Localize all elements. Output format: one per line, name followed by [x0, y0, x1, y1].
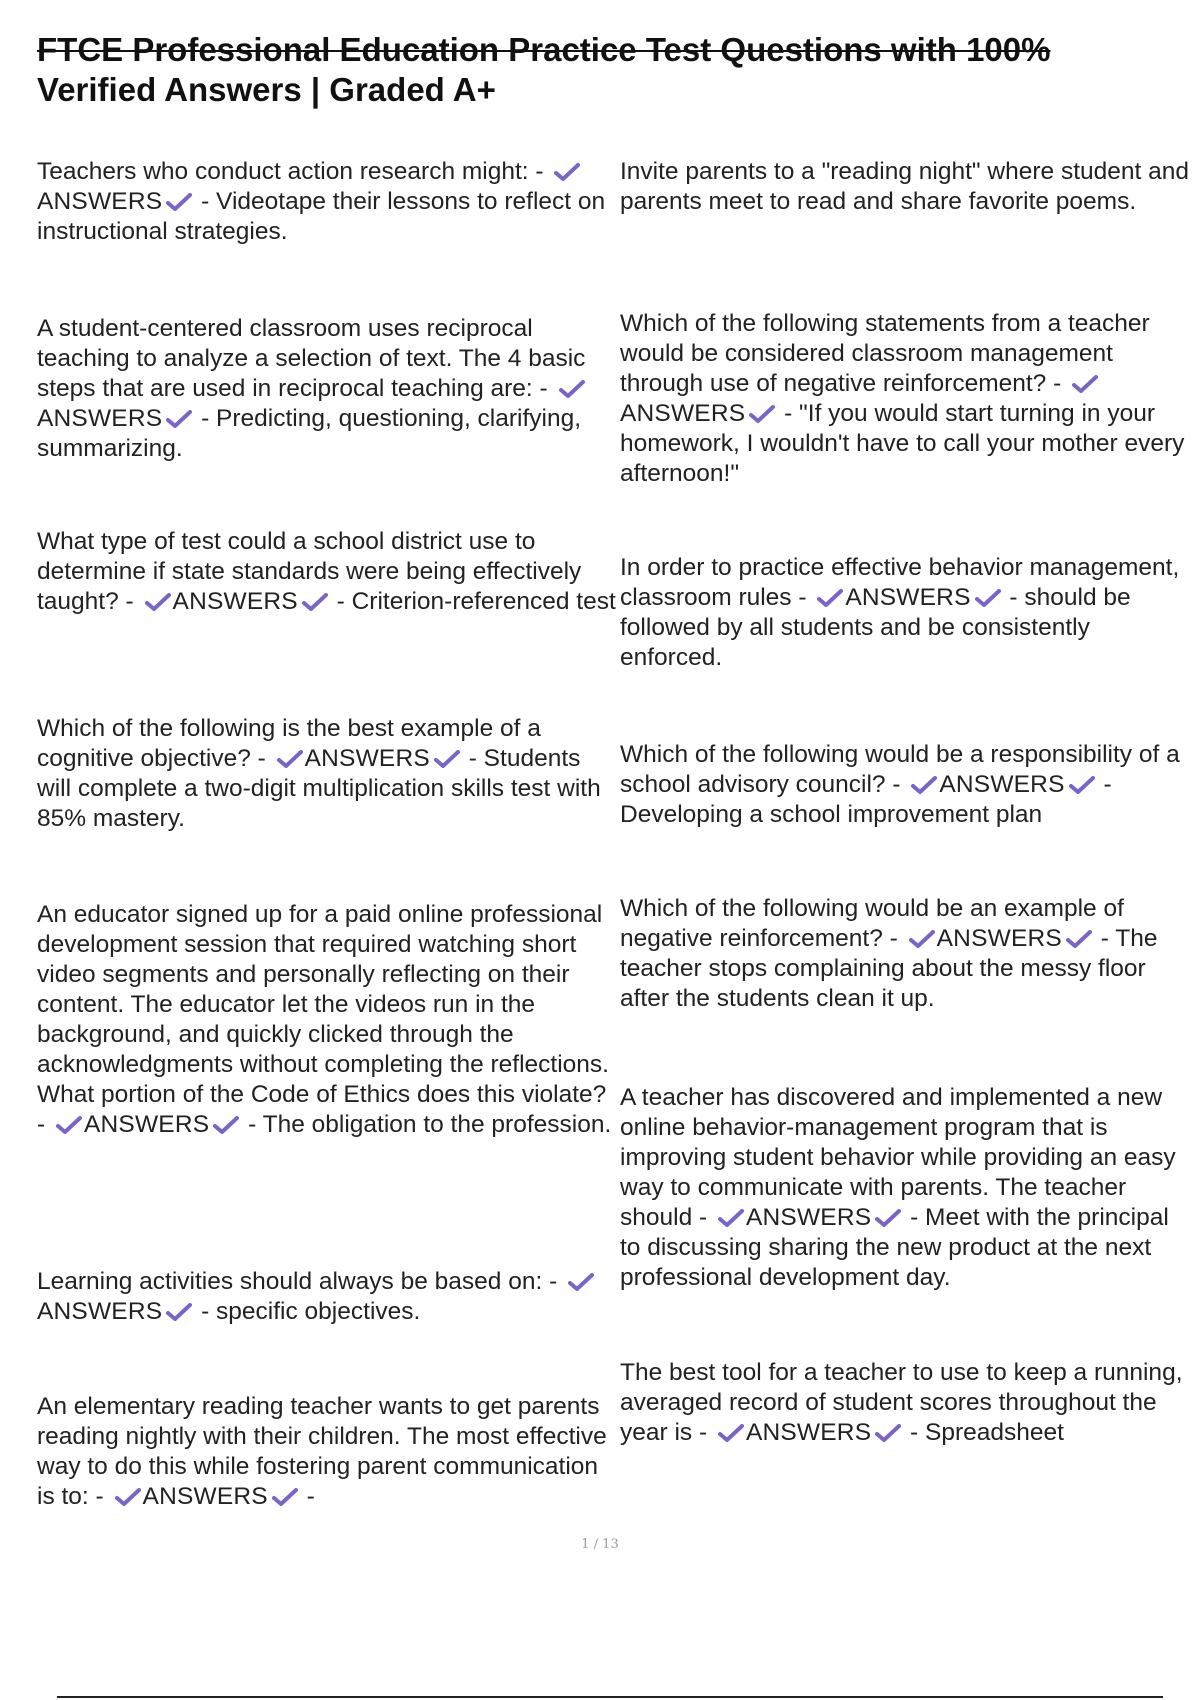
check-mark-icon	[302, 592, 328, 612]
check-mark-icon	[166, 192, 192, 212]
qa-item-11	[620, 894, 1195, 1014]
check-mark-icon	[875, 1423, 901, 1443]
check-mark-icon	[213, 1115, 239, 1135]
answer-marker: ANSWERS	[37, 1298, 163, 1325]
qa-item-6	[37, 1267, 619, 1327]
check-mark-icon	[166, 1302, 192, 1322]
qa-item-5	[37, 900, 619, 1140]
question-text: A teacher has discovered and implemented a new online behavior-management program that is improving student behavior while providing an easy way to communicate with parents. The teacher should -	[620, 1084, 1176, 1231]
answer-marker: ANSWERS	[83, 1111, 210, 1138]
qa-item-3	[37, 527, 619, 617]
answer-text: - The teacher stops complaining about the messy floor after the students clean it up.	[620, 925, 1158, 1012]
qa-item-12	[620, 1083, 1195, 1293]
document-title	[37, 30, 1177, 110]
check-mark-icon	[909, 929, 935, 949]
question-text: Which of the following is the best example of a cognitive objective? -	[37, 715, 541, 772]
document-title-line-1: FTCE Professional Education Practice Test Questions with 100%	[37, 31, 1051, 68]
check-mark-icon	[975, 588, 1001, 608]
check-mark-icon	[817, 588, 843, 608]
question-text: The best tool for a teacher to use to keep a running, averaged record of student scores throughout the year is -	[620, 1359, 1183, 1446]
answer-text: - Meet with the principal to discussing sharing the new product at the next professional development day.	[620, 1204, 1169, 1291]
check-mark-icon	[718, 1208, 744, 1228]
answer-marker: ANSWERS	[936, 925, 1062, 952]
question-text: Teachers who conduct action research might: -	[37, 158, 544, 185]
question-text: An educator signed up for a paid online professional development session that required watching short video segments and personally reflecting on their content. The educator let the videos run in the background, and quickly clicked through the acknowledgments without completing the reflections. What portion of the Code of Ethics does this violate? -	[37, 901, 609, 1138]
check-mark-icon	[166, 409, 192, 429]
answer-text: - should be followed by all students and be consistently enforced.	[620, 584, 1131, 671]
check-mark-icon	[911, 775, 937, 795]
check-mark-icon	[434, 749, 460, 769]
qa-continuation	[620, 157, 1195, 217]
check-mark-icon	[272, 1487, 298, 1507]
answer-marker: ANSWERS	[939, 771, 1065, 798]
check-mark-icon	[1072, 374, 1098, 394]
check-mark-icon	[568, 1272, 594, 1292]
answer-marker: ANSWERS	[745, 1204, 872, 1231]
qa-item-8	[620, 309, 1195, 489]
document-title-line-2: Verified Answers | Graded A+	[37, 71, 496, 108]
answer-text: - specific objectives.	[201, 1298, 421, 1325]
question-text: Which of the following would be an example of negative reinforcement? -	[620, 895, 1124, 952]
answer-marker: ANSWERS	[37, 405, 163, 432]
answer-text: - Developing a school improvement plan	[620, 771, 1112, 828]
question-text: An elementary reading teacher wants to get parents reading nightly with their children. The most effective way to do this while fostering parent communication is to: -	[37, 1393, 607, 1510]
question-text: Learning activities should always be based on: -	[37, 1268, 558, 1295]
answer-text: - "If you would start turning in your homework, I wouldn't have to call your mother every afternoon!"	[620, 400, 1185, 487]
answer-marker: ANSWERS	[845, 584, 971, 611]
answer-text: - Videotape their lessons to reflect on instructional strategies.	[37, 188, 606, 245]
check-mark-icon	[277, 749, 303, 769]
answer-marker: ANSWERS	[304, 745, 430, 772]
answer-text: - Criterion-referenced test	[336, 588, 616, 615]
qa-item-2	[37, 314, 619, 464]
answer-marker: ANSWERS	[172, 588, 298, 615]
answer-marker: ANSWERS	[745, 1419, 872, 1446]
page-number: 1 / 13	[581, 1537, 619, 1552]
qa-item-7	[37, 1392, 619, 1512]
answer-text: - The obligation to the profession.	[248, 1111, 612, 1138]
answer-text: Invite parents to a "reading night" where student and parents meet to read and share favorite poems.	[620, 158, 1190, 215]
answer-marker: ANSWERS	[142, 1483, 268, 1510]
check-mark-icon	[559, 379, 585, 399]
check-mark-icon	[56, 1115, 82, 1135]
qa-item-4	[37, 714, 619, 834]
question-text: In order to practice effective behavior management, classroom rules -	[620, 554, 1180, 611]
question-text: What type of test could a school district use to determine if state standards were being effectively taught? -	[37, 528, 582, 615]
answer-text: - Predicting, questioning, clarifying, summarizing.	[37, 405, 582, 462]
answer-text: -	[306, 1483, 315, 1510]
qa-item-13	[620, 1358, 1195, 1448]
answer-text: - Students will complete a two-digit multiplication skills test with 85% mastery.	[37, 745, 601, 832]
question-text: Which of the following would be a responsibility of a school advisory council? -	[620, 741, 1180, 798]
check-mark-icon	[875, 1208, 901, 1228]
question-text: A student-centered classroom uses reciprocal teaching to analyze a selection of text. The 4 basic steps that are used in reciprocal teaching are: -	[37, 315, 586, 402]
check-mark-icon	[554, 162, 580, 182]
answer-marker: ANSWERS	[620, 400, 746, 427]
check-mark-icon	[1066, 929, 1092, 949]
qa-item-1	[37, 157, 619, 247]
check-mark-icon	[1069, 775, 1095, 795]
qa-item-10	[620, 740, 1195, 830]
answer-text: - Spreadsheet	[910, 1419, 1064, 1446]
question-text: Which of the following statements from a teacher would be considered classroom management through use of negative reinforcement? -	[620, 310, 1150, 397]
check-mark-icon	[749, 404, 775, 424]
qa-item-9	[620, 553, 1195, 673]
check-mark-icon	[718, 1423, 744, 1443]
check-mark-icon	[115, 1487, 141, 1507]
check-mark-icon	[145, 592, 171, 612]
footer-divider	[57, 1696, 1163, 1698]
answer-marker: ANSWERS	[37, 188, 163, 215]
